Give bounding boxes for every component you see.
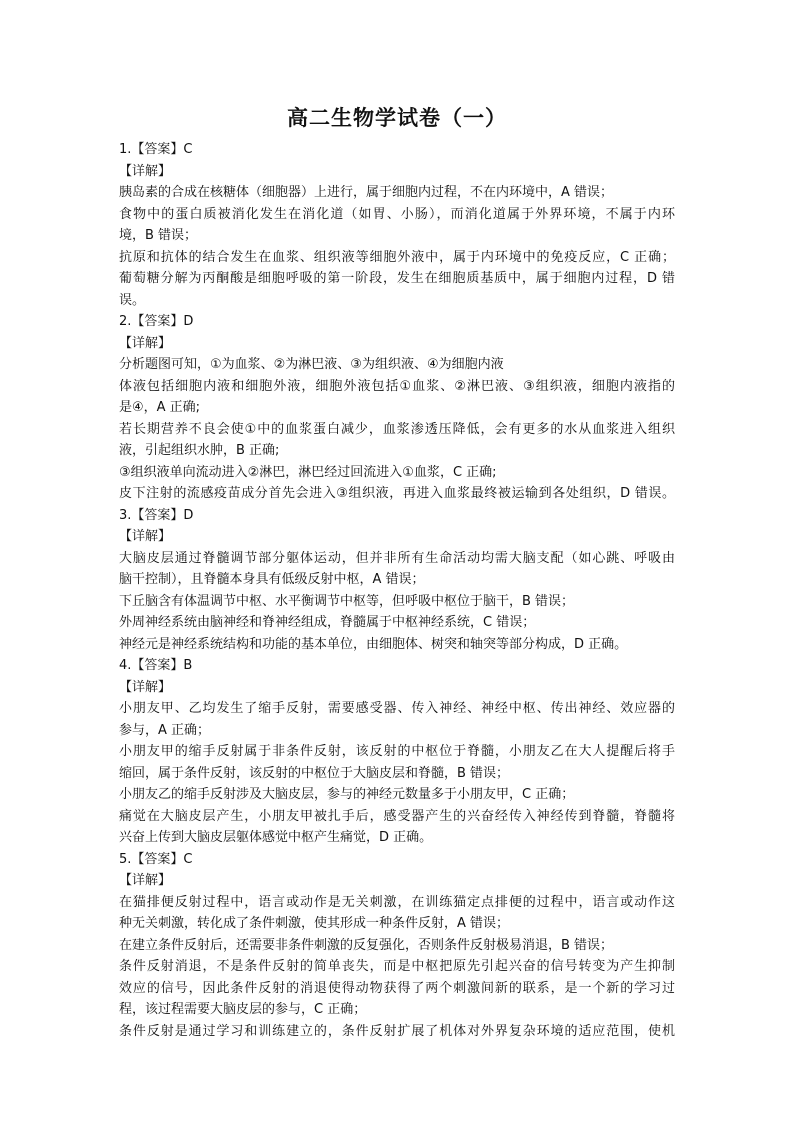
text-line: 兴奋上传到大脑皮层躯体感觉中枢产生痛觉，D 正确。: [119, 830, 433, 845]
text-line: 条件反射是通过学习和训练建立的，条件反射扩展了机体对外界复杂环境的适应范围，使机: [119, 1023, 675, 1039]
text-line: 皮下注射的流感疫苗成分首先会进入③组织液，再进入血浆最终被运输到各处组织，D 错误。: [119, 486, 675, 501]
text-line: 在猫排便反射过程中，语言或动作是无关刺激，在训练猫定点排便的过程中，语言或动作这: [119, 894, 675, 910]
text-line: 1.【答案】C: [119, 142, 193, 157]
text-line: 在建立条件反射后，还需要非条件刺激的反复强化，否则条件反射极易消退，B 错误；: [119, 937, 614, 953]
text-line: 【详解】: [119, 873, 172, 888]
text-line: 误。: [119, 292, 146, 308]
text-line: 条件反射消退，不是条件反射的简单丧失，而是中枢把原先引起兴奋的信号转变为产生抑制: [119, 959, 675, 974]
text-line: 小朋友甲的缩手反射属于非条件反射，该反射的中枢位于脊髓，小朋友乙在大人提醒后将手: [119, 744, 675, 759]
document-body: [119, 139, 675, 1042]
text-line: 小朋友甲、乙均发生了缩手反射，需要感受器、传入神经、神经中枢、传出神经、效应器的: [119, 701, 675, 716]
text-line: 分析题图可知，①为血浆、②为淋巴液、③为组织液、④为细胞内液: [119, 357, 504, 372]
text-line: 参与，A 正确；: [119, 722, 211, 738]
text-line: 3.【答案】D: [119, 507, 194, 523]
text-line: 食物中的蛋白质被消化发生在消化道（如胃、小肠），而消化道属于外界环境，不属于内环: [119, 206, 675, 222]
text-line: 程，该过程需要大脑皮层的参与，C 正确；: [119, 1002, 367, 1017]
text-line: 脑干控制），且脊髓本身具有低级反射中枢，A 错误；: [119, 572, 425, 587]
text-line: 外周神经系统由脑神经和脊神经组成，脊髓属于中枢神经系统，C 错误；: [119, 615, 536, 630]
text-line: 痛觉在大脑皮层产生，小朋友甲被扎手后，感受器产生的兴奋经传入神经传到脊髓，脊髓将: [119, 808, 675, 824]
text-line: 效应的信号，因此条件反射的消退使得动物获得了两个刺激间新的联系，是一个新的学习过: [119, 980, 675, 996]
text-line: 大脑皮层通过脊髓调节部分躯体运动，但并非所有生命活动均需大脑支配（如心跳、呼吸由: [119, 550, 675, 566]
text-line: 缩回，属于条件反射，该反射的中枢位于大脑皮层和脊髓，B 错误；: [119, 765, 510, 781]
text-line: 【详解】: [119, 679, 172, 695]
text-line: 4.【答案】B: [119, 658, 193, 673]
text-line: 下丘脑含有体温调节中枢、水平衡调节中枢等，但呼吸中枢位于脑干，B 错误；: [119, 593, 575, 609]
text-line: 【详解】: [119, 529, 172, 544]
text-line: 葡萄糖分解为丙酮酸是细胞呼吸的第一阶段，发生在细胞质基质中，属于细胞内过程，D 错: [119, 271, 675, 286]
text-line: 是④，A 正确;: [119, 400, 201, 415]
text-line: 小朋友乙的缩手反射涉及大脑皮层，参与的神经元数量多于小朋友甲，C 正确；: [119, 787, 575, 802]
text-line: 【详解】: [119, 335, 172, 351]
text-line: 【详解】: [119, 163, 172, 179]
text-line: 5.【答案】C: [119, 851, 193, 867]
text-line: 胰岛素的合成在核糖体（细胞器）上进行，属于细胞内过程，不在内环境中，A 错误；: [119, 185, 614, 200]
text-line: 体液包括细胞内液和细胞外液，细胞外液包括①血浆、②淋巴液、③组织液，细胞内液指的: [119, 378, 675, 394]
text-line: 若长期营养不良会使①中的血浆蛋白减少，血浆渗透压降低，会有更多的水从血浆进入组织: [119, 421, 675, 437]
text-line: ③组织液单向流动进入②淋巴，淋巴经过回流进入①血浆，C 正确;: [119, 464, 497, 480]
text-line: 神经元是神经系统结构和功能的基本单位，由细胞体、树突和轴突等部分构成，D 正确。: [119, 636, 628, 652]
text-line: 液，引起组织水肿，B 正确;: [119, 443, 280, 458]
text-line: 境，B 错误；: [119, 228, 198, 243]
page-title: 高二生物学试卷（一）: [287, 106, 507, 130]
text-line: 种无关刺激，转化成了条件刺激，使其形成一种条件反射，A 错误；: [119, 916, 510, 931]
text-line: 抗原和抗体的结合发生在血浆、组织液等细胞外液中，属于内环境中的免疫反应，C 正确；: [119, 249, 675, 265]
text-line: 2.【答案】D: [119, 314, 194, 329]
